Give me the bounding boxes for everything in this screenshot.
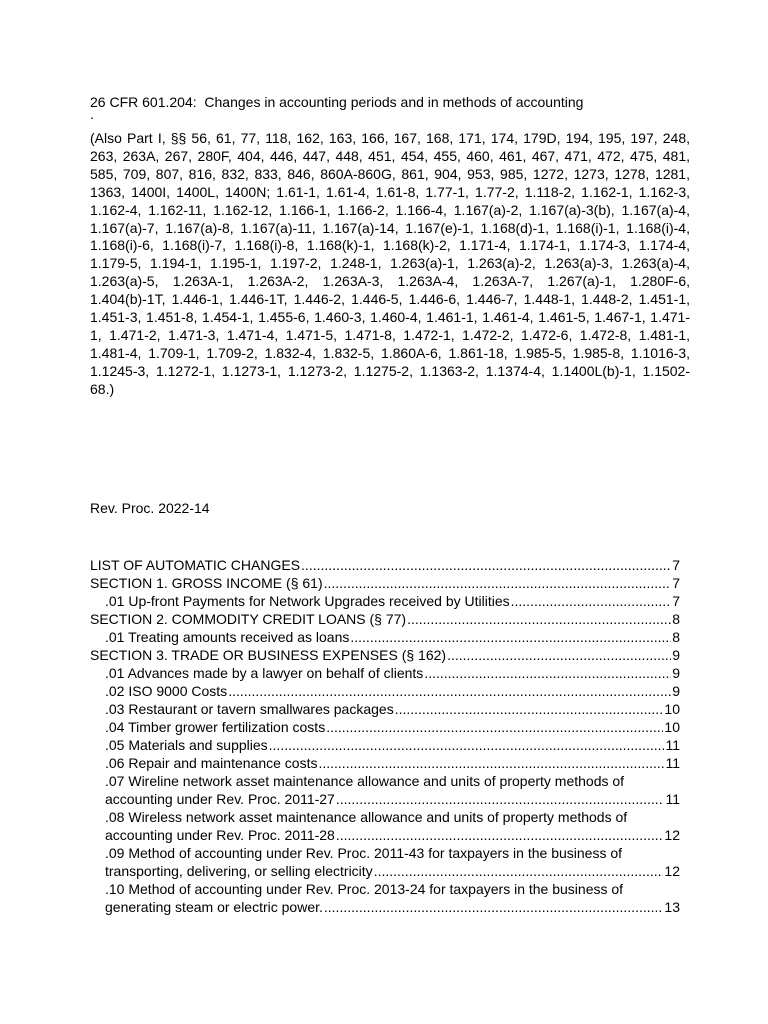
document-title: 26 CFR 601.204: Changes in accounting periods and in methods of accounting	[90, 94, 584, 110]
stray-period: .	[90, 106, 94, 122]
toc-page-number: 10	[664, 701, 680, 717]
toc-entry-label: accounting under Rev. Proc. 2011-28	[105, 827, 335, 843]
toc-subsection-entry[interactable]	[90, 628, 680, 646]
toc-section-entry[interactable]	[90, 556, 680, 574]
toc-page-number: 9	[672, 647, 680, 663]
toc-entry-line1: .09 Method of accounting under Rev. Proc. 2011-43 for taxpayers in the business of	[105, 845, 623, 861]
toc-entry-line1: .08 Wireless network asset maintenance allowance and units of property methods of	[105, 809, 628, 825]
toc-dot-leader	[511, 592, 672, 610]
toc-dot-leader	[318, 754, 664, 772]
toc-entry-label: SECTION 3. TRADE OR BUSINESS EXPENSES (§ 162)	[90, 647, 447, 663]
toc-subsection-entry[interactable]	[90, 592, 680, 610]
toc-page-number: 11	[665, 755, 680, 771]
toc-entry-label: .01 Treating amounts received as loans	[105, 629, 350, 645]
toc-section-entry[interactable]	[90, 610, 680, 628]
toc-subsection-entry[interactable]	[90, 754, 680, 772]
toc-dot-leader	[301, 556, 671, 574]
toc-entry-label: .01 Up-front Payments for Network Upgrades received by Utilities	[105, 593, 510, 609]
toc-page-number: 13	[664, 899, 680, 915]
toc-dot-leader	[324, 898, 664, 916]
rev-proc-number: Rev. Proc. 2022-14	[90, 500, 210, 516]
toc-entry-label: SECTION 2. COMMODITY CREDIT LOANS (§ 77)	[90, 611, 407, 627]
toc-dot-leader	[395, 700, 664, 718]
toc-subsection-entry[interactable]	[90, 826, 680, 844]
toc-entry-label: .05 Materials and supplies	[105, 737, 268, 753]
toc-page-number: 11	[665, 737, 680, 753]
toc-dot-leader	[447, 646, 671, 664]
toc-entry-line1: .07 Wireline network asset maintenance allowance and units of property methods of	[105, 773, 625, 789]
toc-subsection-entry[interactable]	[90, 862, 680, 880]
toc-entry-label: .02 ISO 9000 Costs	[105, 683, 228, 699]
toc-entry-label: .03 Restaurant or tavern smallwares packages	[105, 701, 394, 717]
toc-entry-label: generating steam or electric power.	[105, 899, 323, 915]
toc-subsection-entry[interactable]	[90, 790, 680, 808]
toc-dot-leader	[269, 736, 665, 754]
toc-page-number: 7	[672, 575, 680, 591]
toc-entry-line1: .10 Method of accounting under Rev. Proc. 2013-24 for taxpayers in the business of	[105, 881, 624, 897]
table-of-contents	[90, 556, 680, 916]
toc-subsection-entry[interactable]	[90, 700, 680, 718]
toc-dot-leader	[324, 574, 672, 592]
toc-page-number: 9	[672, 665, 680, 681]
toc-entry-label: .06 Repair and maintenance costs	[105, 755, 318, 771]
toc-dot-leader	[424, 664, 671, 682]
toc-dot-leader	[350, 628, 671, 646]
toc-dot-leader	[228, 682, 671, 700]
toc-entry-label: .04 Timber grower fertilization costs	[105, 719, 326, 735]
toc-page-number: 12	[664, 827, 680, 843]
toc-page-number: 10	[664, 719, 680, 735]
toc-section-entry[interactable]	[90, 646, 680, 664]
toc-page-number: 8	[672, 611, 680, 627]
toc-page-number: 11	[665, 791, 680, 807]
toc-entry-label: LIST OF AUTOMATIC CHANGES	[90, 557, 301, 573]
toc-entry-label: accounting under Rev. Proc. 2011-27	[105, 791, 335, 807]
toc-page-number: 7	[672, 593, 680, 609]
toc-entry-label: .01 Advances made by a lawyer on behalf of clients	[105, 665, 424, 681]
also-part-references: (Also Part I, §§ 56, 61, 77, 118, 162, 163, 166, 167, 168, 171, 174, 179D, 194, 195, 197, 248, 263, 263A, 267, 280F, 404, 446, 447, 448, 451, 454, 455, 460, 461, 467, 471, 472, 475, 481, 585, 709, 807, 816, 832, 833, 846, 860A-860G, 861, 904, 953, 985, 1272, 1273, 1278, 1281, 1363, 1400I, 1400L, 1400N; 1.61-1, 1.61-4, 1.61-8, 1.77-1, 1.77-2, 1.118-2, 1.162-1, 1.162-3, 1.162-4, 1.162-11, 1.162-12, 1.166-1, 1.166-2, 1.166-4, 1.167(a)-2, 1.167(a)-3(b), 1.167(a)-4, 1.167(a)-7, 1.167(a)-8, 1.167(a)-11, 1.167(a)-14, 1.167(e)-1, 1.168(d)-1, 1.168(i)-1, 1.168(i)-4, 1.168(i)-6, 1.168(i)-7, 1.168(i)-8, 1.168(k)-1, 1.168(k)-2, 1.171-4, 1.174-1, 1.174-3, 1.174-4, 1.179-5, 1.194-1, 1.195-1, 1.197-2, 1.248-1, 1.263(a)-1, 1.263(a)-2, 1.263(a)-3, 1.263(a)-4, 1.263(a)-5, 1.263A-1, 1.263A-2, 1.263A-3, 1.263A-4, 1.263A-7, 1.267(a)-1, 1.280F-6, 1.404(b)-1T, 1.446-1, 1.446-1T, 1.446-2, 1.446-5, 1.446-6, 1.446-7, 1.448-1, 1.448-2, 1.451-1, 1.451-3, 1.451-8, 1.454-1, 1.455-6, 1.460-3, 1.460-4, 1.461-1, 1.461-4, 1.461-5, 1.467-1, 1.471-1, 1.471-2, 1.471-3, 1.471-4, 1.471-5, 1.471-8, 1.472-1, 1.472-2, 1.472-6, 1.472-8, 1.481-1, 1.481-4, 1.709-1, 1.709-2, 1.832-4, 1.832-5, 1.860A-6, 1.861-18, 1.985-5, 1.985-8, 1.1016-3, 1.1245-3, 1.1272-1, 1.1273-1, 1.1273-2, 1.1275-2, 1.1363-2, 1.1374-4, 1.1400L(b)-1, 1.1502-68.)	[90, 130, 690, 397]
toc-dot-leader	[336, 790, 665, 808]
toc-subsection-entry[interactable]	[90, 736, 680, 754]
toc-dot-leader	[326, 718, 663, 736]
toc-page-number: 7	[672, 557, 680, 573]
toc-entry-label: SECTION 1. GROSS INCOME (§ 61)	[90, 575, 323, 591]
toc-entry-label: transporting, delivering, or selling electricity	[105, 863, 373, 879]
toc-page-number: 12	[664, 863, 680, 879]
toc-subsection-entry[interactable]	[90, 898, 680, 916]
toc-subsection-entry[interactable]	[90, 682, 680, 700]
toc-section-entry[interactable]	[90, 574, 680, 592]
toc-page-number: 9	[672, 683, 680, 699]
toc-subsection-entry[interactable]	[90, 718, 680, 736]
toc-dot-leader	[374, 862, 664, 880]
toc-dot-leader	[407, 610, 671, 628]
toc-subsection-entry[interactable]	[90, 664, 680, 682]
toc-dot-leader	[336, 826, 664, 844]
toc-page-number: 8	[672, 629, 680, 645]
